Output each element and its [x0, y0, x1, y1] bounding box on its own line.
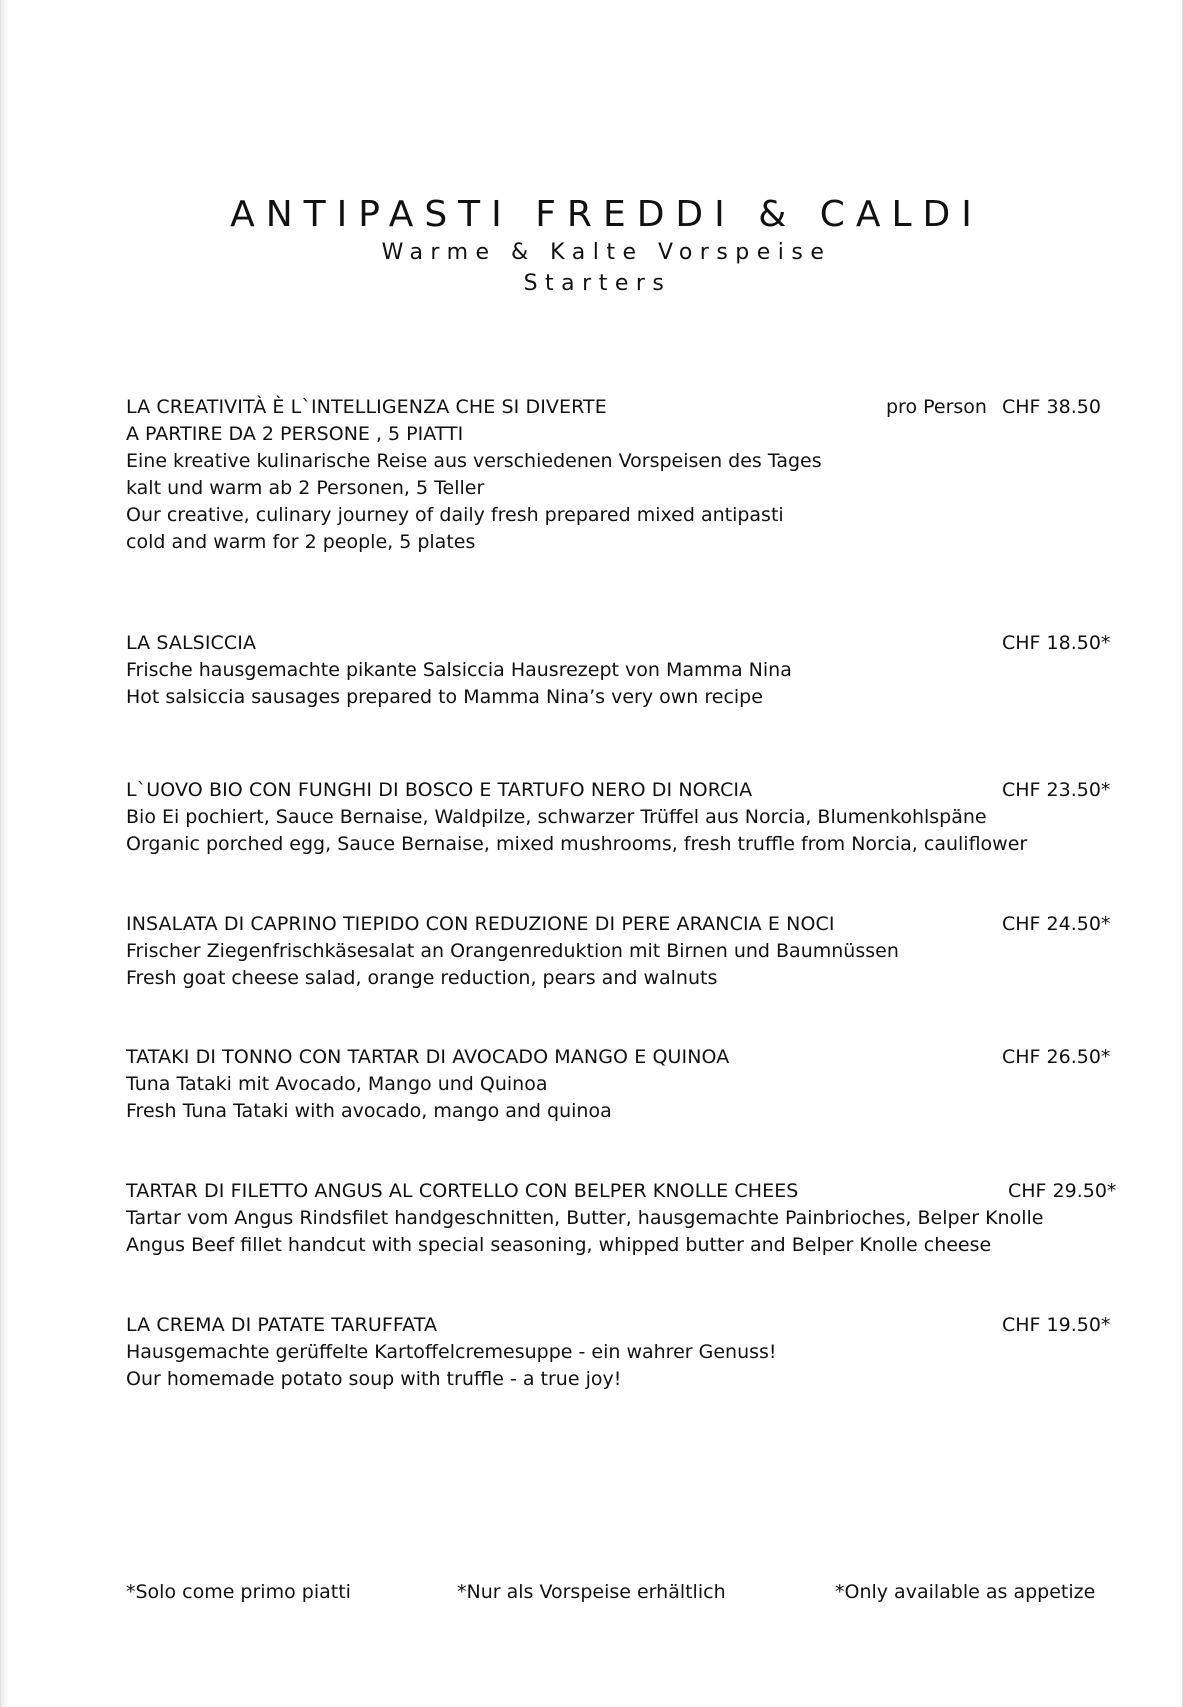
footnote-german: *Nur als Vorspeise erhältlich — [457, 1581, 726, 1603]
subtitle-german: Warme & Kalte Vorspeise — [381, 240, 832, 265]
price-label: pro Person — [886, 396, 987, 418]
item-line: A PARTIRE DA 2 PERSONE , 5 PIATTI — [126, 423, 464, 445]
item-price: CHF 23.50* — [1002, 779, 1111, 801]
item-line: Our creative, culinary journey of daily fresh prepared mixed antipasti — [126, 504, 784, 526]
item-line: Hausgemachte gerüffelte Kartoffelcremesuppe - ein wahrer Genuss! — [126, 1341, 777, 1363]
item-price: CHF 29.50* — [1008, 1180, 1117, 1202]
page-title: ANTIPASTI FREDDI & CALDI — [230, 194, 983, 235]
menu-header — [1, 193, 1183, 299]
subtitle-english: Starters — [523, 271, 672, 296]
item-line: Eine kreative kulinarische Reise aus verschiedenen Vorspeisen des Tages — [126, 450, 822, 472]
item-line: Fresh Tuna Tataki with avocado, mango and quinoa — [126, 1100, 612, 1122]
item-name: TATAKI DI TONNO CON TARTAR DI AVOCADO MANGO E QUINOA — [126, 1046, 730, 1068]
menu-item-tataki — [126, 1044, 1126, 1125]
menu-item-salsiccia — [126, 630, 1126, 711]
menu-item-creativita — [126, 394, 1126, 556]
item-name: INSALATA DI CAPRINO TIEPIDO CON REDUZIONE DI PERE ARANCIA E NOCI — [126, 913, 835, 935]
item-line: Fresh goat cheese salad, orange reduction, pears and walnuts — [126, 967, 718, 989]
item-line: Organic porched egg, Sauce Bernaise, mixed mushrooms, fresh truffle from Norcia, cauliflower — [126, 833, 1028, 855]
item-line: Hot salsiccia sausages prepared to Mamma Nina’s very own recipe — [126, 686, 763, 708]
item-price: CHF 18.50* — [1002, 632, 1111, 654]
footnote-italian: *Solo come primo piatti — [126, 1581, 351, 1603]
item-name: LA SALSICCIA — [126, 632, 257, 654]
menu-item-caprino — [126, 911, 1126, 992]
item-line: kalt und warm ab 2 Personen, 5 Teller — [126, 477, 485, 499]
item-name: LA CREATIVITÀ È L`INTELLIGENZA CHE SI DIVERTE — [126, 396, 607, 418]
item-line: Tuna Tataki mit Avocado, Mango und Quinoa — [126, 1073, 548, 1095]
footnote-english: *Only available as appetize — [835, 1581, 1096, 1603]
item-name: LA CREMA DI PATATE TARUFFATA — [126, 1314, 438, 1336]
item-line: Frische hausgemachte pikante Salsiccia Hausrezept von Mamma Nina — [126, 659, 792, 681]
menu-item-tartar — [126, 1178, 1126, 1259]
item-price: CHF 24.50* — [1002, 913, 1111, 935]
item-line: Frischer Ziegenfrischkäsesalat an Orangenreduktion mit Birnen und Baumnüssen — [126, 940, 899, 962]
item-line: Angus Beef fillet handcut with special seasoning, whipped butter and Belper Knolle cheese — [126, 1234, 992, 1256]
item-line: Bio Ei pochiert, Sauce Bernaise, Waldpilze, schwarzer Trüffel aus Norcia, Blumenkohlspäne — [126, 806, 987, 828]
item-price: CHF 26.50* — [1002, 1046, 1111, 1068]
item-price: CHF 38.50 — [1002, 396, 1101, 418]
item-line: Our homemade potato soup with truffle - a true joy! — [126, 1368, 622, 1390]
menu-item-crema — [126, 1312, 1126, 1393]
item-line: cold and warm for 2 people, 5 plates — [126, 531, 476, 553]
item-price: CHF 19.50* — [1002, 1314, 1111, 1336]
item-line: Tartar vom Angus Rindsfilet handgeschnitten, Butter, hausgemachte Painbrioches, Belper Knolle — [126, 1207, 1044, 1229]
item-name: TARTAR DI FILETTO ANGUS AL CORTELLO CON BELPER KNOLLE CHEES — [126, 1180, 799, 1202]
menu-item-uovo — [126, 777, 1126, 858]
item-name: L`UOVO BIO CON FUNGHI DI BOSCO E TARTUFO NERO DI NORCIA — [126, 779, 753, 801]
